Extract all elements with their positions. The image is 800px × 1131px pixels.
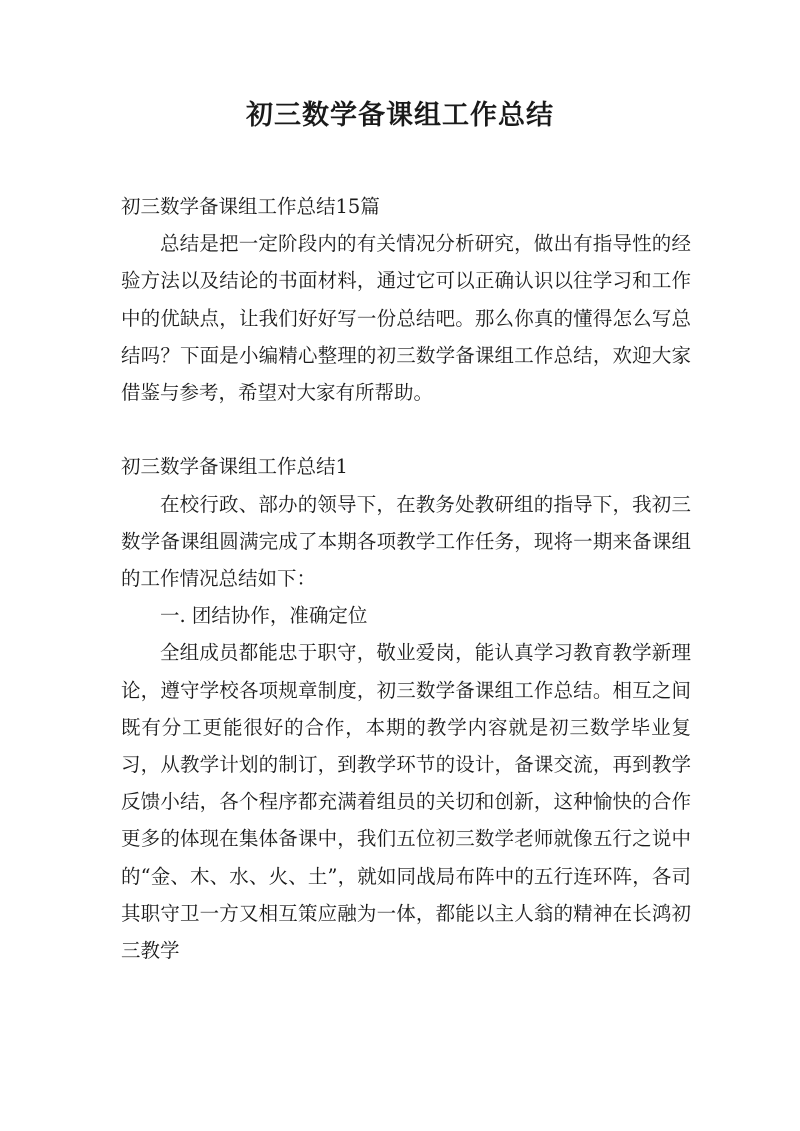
section-heading: 初三数学备课组工作总结1 — [121, 455, 348, 479]
document-body — [121, 188, 691, 969]
point-paragraph: 全组成员都能忠于职守，敬业爱岗，能认真学习教育教学新理论，遵守学校各项规章制度，初三数学备课组工作总结。相互之间既有分工更能很好的合作，本期的教学内容就是初三数学毕业复习，从教学计划的制订，到教学环节的设计，备课交流，再到教学反馈小结，各个程序都充满着组员的关切和创新，这种愉快的合作更多的体现在集体备课中，我们五位初三数学老师就像五行之说中的“金、木、水、火、土”，就如同战局布阵中的五行连环阵，各司其职守卫一方又相互策应融为一体，都能以主人翁的精神在长鸿初三教学 — [121, 641, 691, 963]
point-heading: 一. 团结协作，准确定位 — [160, 604, 368, 628]
section-paragraph: 在校行政、部办的领导下，在教务处教研组的指导下，我初三数学备课组圆满完成了本期各项教学工作任务，现将一期来备课组的工作情况总结如下： — [121, 492, 691, 591]
paragraph-spacer — [121, 411, 691, 448]
page-title: 初三数学备课组工作总结 — [246, 100, 554, 131]
intro-paragraph: 总结是把一定阶段内的有关情况分析研究，做出有指导性的经验方法以及结论的书面材料，通过它可以正确认识以往学习和工作中的优缺点，让我们好好写一份总结吧。那么你真的懂得怎么写总结吗？下面是小编精心整理的初三数学备课组工作总结，欢迎大家借鉴与参考，希望对大家有所帮助。 — [121, 232, 691, 405]
document-subtitle: 初三数学备课组工作总结15篇 — [121, 195, 380, 218]
